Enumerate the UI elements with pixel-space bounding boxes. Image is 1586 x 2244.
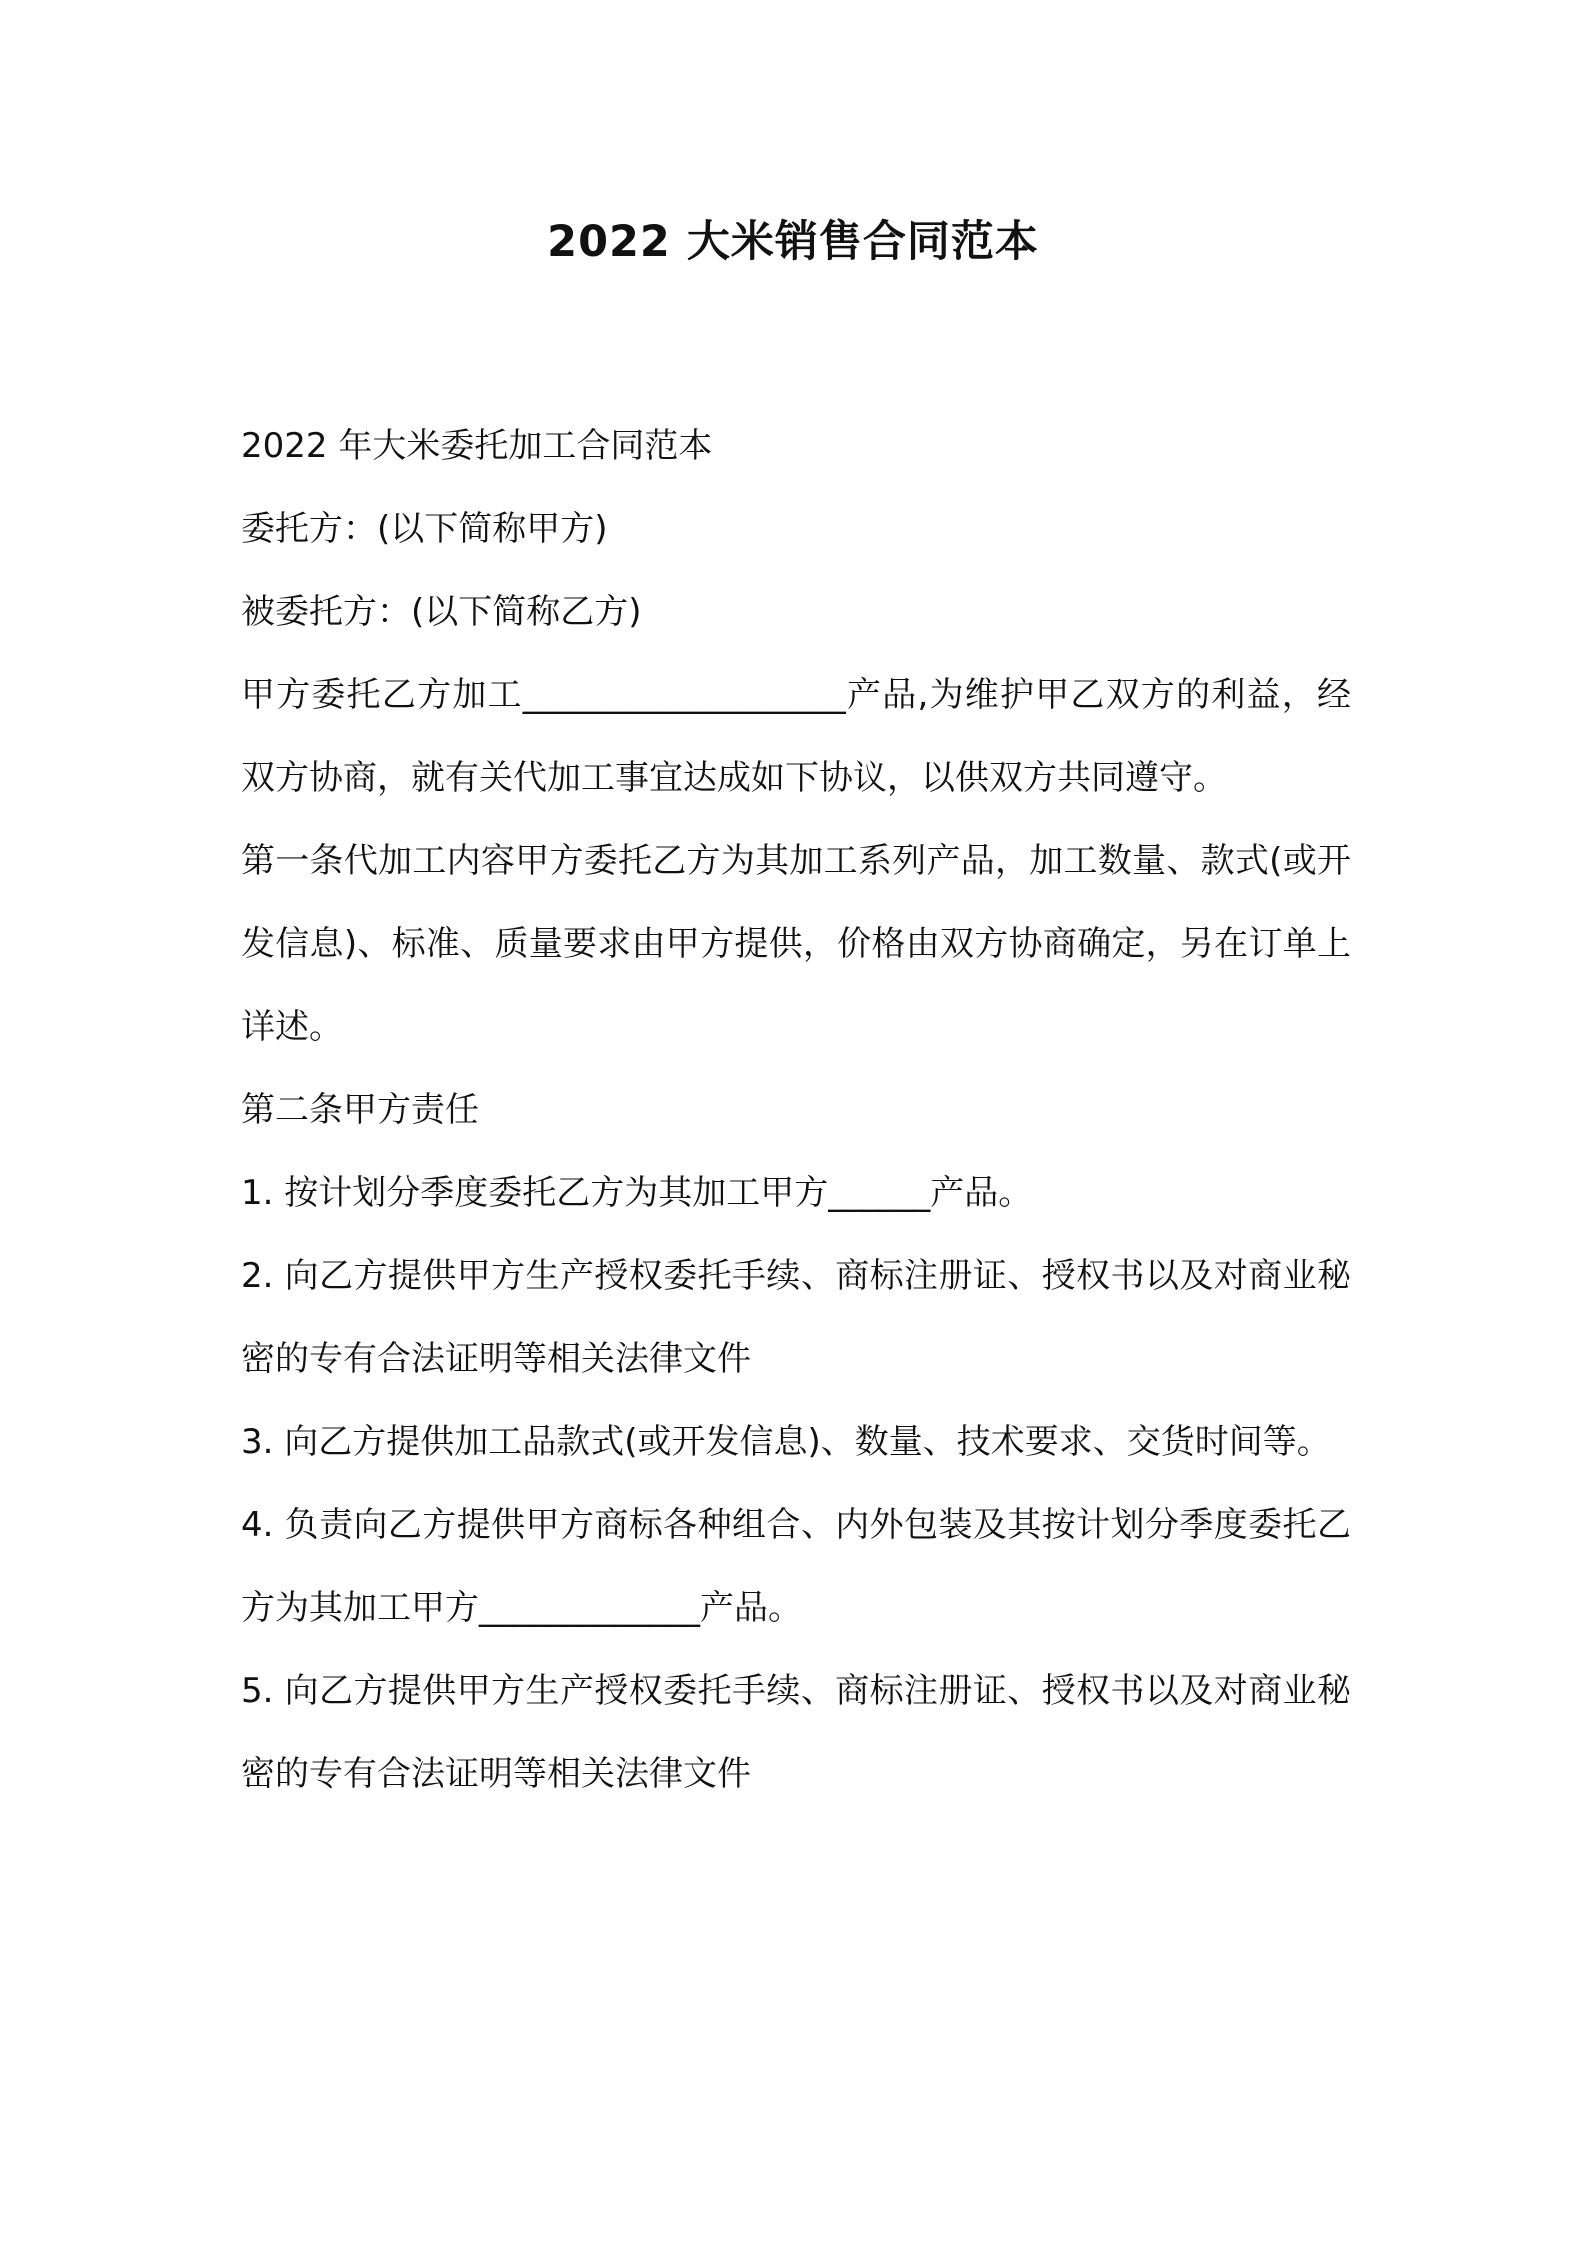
document-body xyxy=(241,405,1351,1816)
paragraph-item-1: 1. 按计划分季度委托乙方为其加工甲方______产品。 xyxy=(241,1173,1033,1213)
paragraph-article-1: 第一条代加工内容甲方委托乙方为其加工系列产品，加工数量、款式(或开发信息)、标准、质量要求由甲方提供，价格由双方协商确定，另在订单上详述。 xyxy=(241,841,1351,1047)
paragraph-item-3: 3. 向乙方提供加工品款式(或开发信息)、数量、技术要求、交货时间等。 xyxy=(241,1422,1331,1462)
document-title: 2022 大米销售合同范本 xyxy=(547,217,1039,267)
paragraph-item-2: 2. 向乙方提供甲方生产授权委托手续、商标注册证、授权书以及对商业秘密的专有合法证明等相关法律文件 xyxy=(241,1256,1351,1379)
paragraph-item-4: 4. 负责向乙方提供甲方商标各种组合、内外包装及其按计划分季度委托乙方为其加工甲方_____________产品。 xyxy=(241,1505,1351,1628)
paragraph-item-5: 5. 向乙方提供甲方生产授权委托手续、商标注册证、授权书以及对商业秘密的专有合法证明等相关法律文件 xyxy=(241,1671,1351,1794)
paragraph-preamble: 甲方委托乙方加工___________________产品,为维护甲乙双方的利益，经双方协商，就有关代加工事宜达成如下协议，以供双方共同遵守。 xyxy=(241,675,1351,798)
paragraph-contractor: 被委托方：(以下简称乙方) xyxy=(241,592,642,632)
paragraph-client: 委托方：(以下简称甲方) xyxy=(241,509,608,549)
paragraph-article-2-heading: 第二条甲方责任 xyxy=(241,1090,479,1130)
paragraph-subtitle: 2022 年大米委托加工合同范本 xyxy=(241,426,713,466)
